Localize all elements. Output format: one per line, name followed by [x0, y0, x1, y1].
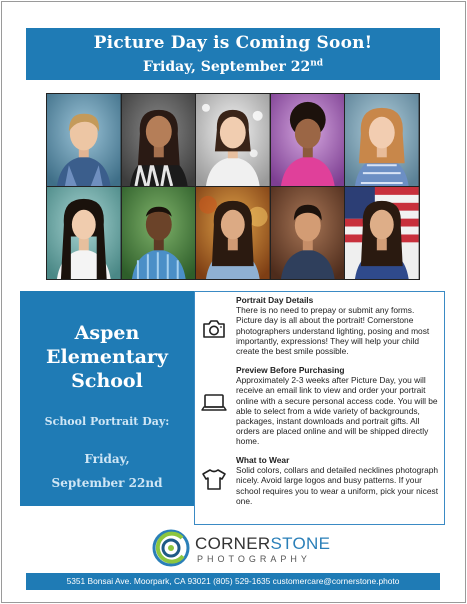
header-banner: [26, 28, 440, 80]
sample-portrait-9: [271, 187, 345, 279]
cornerstone-logo: [152, 529, 331, 569]
camera-icon: [200, 315, 228, 343]
footer-contact-bar: 5351 Bonsai Ave. Moorpark, CA 93021 (805) 529-1635 customercare@cornerstone.photo: [26, 573, 440, 590]
info-heading: Preview Before Purchasing: [236, 365, 345, 375]
school-portrait-day-label: School Portrait Day:: [44, 415, 170, 428]
info-heading: Portrait Day Details: [236, 295, 314, 305]
sample-portrait-6: [47, 187, 121, 279]
school-name: Aspen Elementary School: [46, 322, 168, 392]
tshirt-icon: [200, 465, 228, 493]
logo-subtitle: PHOTOGRAPHY: [197, 554, 311, 564]
school-portrait-date: [20, 447, 194, 495]
laptop-icon: [200, 389, 228, 417]
sample-portrait-3: [196, 94, 270, 186]
info-body: There is no need to prepay or submit any forms. Picture day is all about the portrait! Cornerstone photographers understand lighting, posing and most importantly, expressions! They will help your child create the best smile possible.: [236, 305, 430, 357]
info-body: Approximately 2-3 weeks after Picture Day, you will receive an email link to view and order your portrait online with a secure personal access code. You will be able to select from a wide variety of backgrounds, packages, instant downloads and portrait gifts. All orders are placed online and will be shipped directly home.: [236, 375, 438, 447]
info-body: Solid colors, collars and detailed necklines photograph nicely. Avoid large logos and busy patterns. If your school requires you to wear a uniform, pick your nicest one.: [236, 465, 439, 506]
info-heading: What to Wear: [236, 455, 290, 465]
banner-title: Picture Day is Coming Soon!: [93, 33, 373, 53]
info-text-what-to-wear: [236, 455, 440, 506]
sample-portrait-grid: [46, 93, 420, 280]
sample-portrait-2: [122, 94, 196, 186]
sample-portrait-8: [196, 187, 270, 279]
sample-portrait-5: [345, 94, 419, 186]
info-text-portrait-day: [236, 295, 440, 356]
info-text-preview: [236, 365, 440, 447]
sample-portrait-4: [271, 94, 345, 186]
sample-portrait-1: [47, 94, 121, 186]
school-portrait-month-day: September 22nd: [51, 476, 163, 490]
sample-portrait-10: [345, 187, 419, 279]
logo-word-corner: CORNER: [195, 534, 271, 553]
sample-portrait-7: [122, 187, 196, 279]
logo-word-stone: STONE: [270, 534, 331, 553]
banner-date: [26, 57, 440, 77]
cornerstone-logo-mark-icon: [152, 529, 190, 567]
logo-wordmark: [195, 535, 330, 553]
school-portrait-weekday: Friday,: [84, 452, 130, 466]
banner-date-main: Friday, September 22: [142, 59, 311, 75]
school-panel: [20, 291, 194, 506]
info-box: [194, 291, 445, 525]
banner-date-suffix: nd: [310, 58, 324, 69]
